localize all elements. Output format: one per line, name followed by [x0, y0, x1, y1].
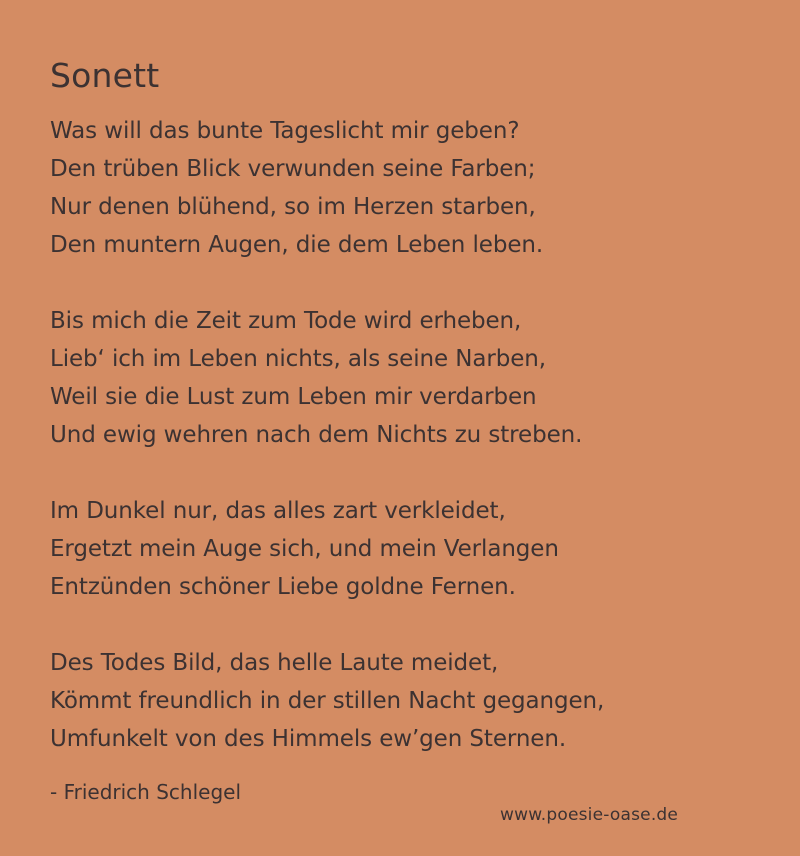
stanza	[50, 644, 770, 758]
source-url: www.poesie-oase.de	[500, 805, 679, 825]
poem-line: Kömmt freundlich in der stillen Nacht gegangen,	[50, 688, 605, 714]
stanza	[50, 112, 770, 264]
stanza	[50, 302, 770, 454]
poem-line: Lieb‘ ich im Leben nichts, als seine Narben,	[50, 346, 546, 372]
poem-line: Weil sie die Lust zum Leben mir verdarben	[50, 384, 537, 410]
poem-line: Ergetzt mein Auge sich, und mein Verlangen	[50, 536, 559, 562]
poem-body	[50, 112, 770, 796]
poem-line: Entzünden schöner Liebe goldne Fernen.	[50, 574, 516, 600]
poem-line: Bis mich die Zeit zum Tode wird erheben,	[50, 308, 522, 334]
poem-line: Und ewig wehren nach dem Nichts zu streben.	[50, 422, 583, 448]
poem-author: - Friedrich Schlegel	[50, 780, 241, 804]
poem-title: Sonett	[50, 56, 160, 95]
poem-line: Nur denen blühend, so im Herzen starben,	[50, 194, 536, 220]
poem-line: Den muntern Augen, die dem Leben leben.	[50, 232, 544, 258]
poem-line: Was will das bunte Tageslicht mir geben?	[50, 118, 520, 144]
stanza	[50, 492, 770, 606]
poem-line: Des Todes Bild, das helle Laute meidet,	[50, 650, 499, 676]
poem-line: Den trüben Blick verwunden seine Farben;	[50, 156, 536, 182]
poem-line: Umfunkelt von des Himmels ew’gen Sternen.	[50, 726, 567, 752]
poem-line: Im Dunkel nur, das alles zart verkleidet,	[50, 498, 506, 524]
